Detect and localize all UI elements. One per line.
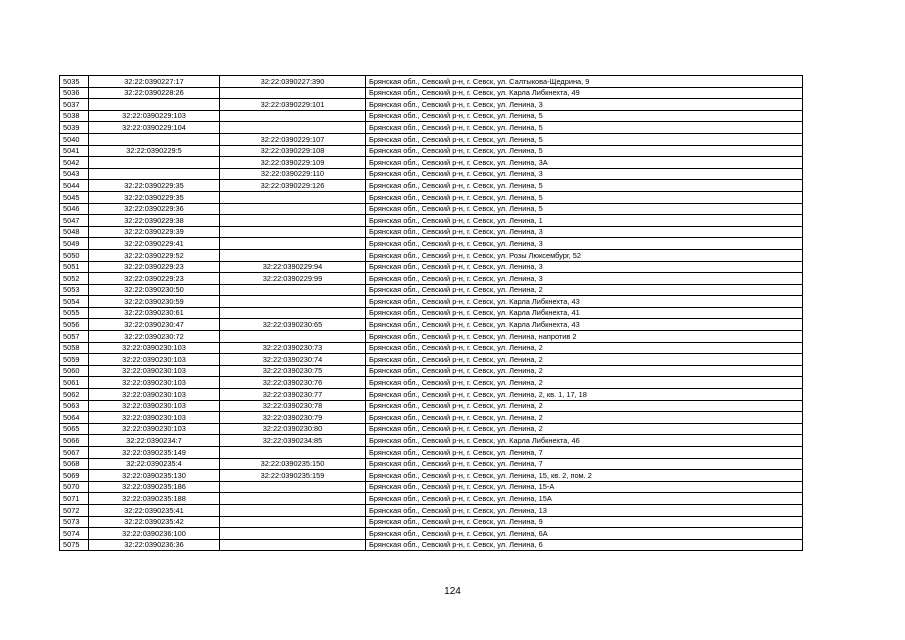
building-cadastral-number-cell [220,215,366,227]
building-cadastral-number-cell [220,504,366,516]
building-cadastral-number-cell: 32:22:0390229:126 [220,180,366,192]
address-cell: Брянская обл., Севский р-н, г. Севск, ул. Ленина, 3 [366,99,803,111]
table-row [60,145,803,157]
table-row [60,133,803,145]
land-cadastral-number-cell: 32:22:0390229:23 [89,273,220,285]
building-cadastral-number-cell: 32:22:0390230:78 [220,400,366,412]
building-cadastral-number-cell: 32:22:0390230:74 [220,354,366,366]
row-number-cell: 5063 [60,400,89,412]
land-cadastral-number-cell [89,133,220,145]
land-cadastral-number-cell: 32:22:0390229:36 [89,203,220,215]
row-number-cell: 5037 [60,99,89,111]
land-cadastral-number-cell: 32:22:0390230:72 [89,331,220,343]
table-row [60,435,803,447]
address-cell: Брянская обл., Севский р-н, г. Севск, ул. Ленина, 5 [366,110,803,122]
address-cell: Брянская обл., Севский р-н, г. Севск, ул. Ленина, 3 [366,238,803,250]
table-row [60,122,803,134]
address-cell: Брянская обл., Севский р-н, г. Севск, ул. Ленина, 3 [366,261,803,273]
row-number-cell: 5075 [60,539,89,551]
row-number-cell: 5039 [60,122,89,134]
row-number-cell: 5038 [60,110,89,122]
building-cadastral-number-cell [220,110,366,122]
land-cadastral-number-cell: 32:22:0390230:61 [89,307,220,319]
table-row [60,191,803,203]
table-row [60,284,803,296]
land-cadastral-number-cell: 32:22:0390228:26 [89,87,220,99]
address-cell: Брянская обл., Севский р-н, г. Севск, ул. Ленина, 2 [366,284,803,296]
land-cadastral-number-cell: 32:22:0390229:23 [89,261,220,273]
land-cadastral-number-cell: 32:22:0390230:103 [89,365,220,377]
table-row [60,238,803,250]
table-row [60,412,803,424]
row-number-cell: 5069 [60,470,89,482]
land-cadastral-number-cell: 32:22:0390235:4 [89,458,220,470]
address-cell: Брянская обл., Севский р-н, г. Севск, ул. Ленина, 3А [366,157,803,169]
row-number-cell: 5053 [60,284,89,296]
address-cell: Брянская обл., Севский р-н, г. Севск, ул. Ленина, 6 [366,539,803,551]
address-cell: Брянская обл., Севский р-н, г. Севск, ул. Карла Либкнехта, 43 [366,319,803,331]
table-row [60,539,803,551]
building-cadastral-number-cell [220,238,366,250]
table-row [60,481,803,493]
building-cadastral-number-cell: 32:22:0390230:77 [220,389,366,401]
row-number-cell: 5071 [60,493,89,505]
table-row [60,447,803,459]
land-cadastral-number-cell: 32:22:0390230:50 [89,284,220,296]
land-cadastral-number-cell: 32:22:0390230:103 [89,400,220,412]
row-number-cell: 5048 [60,226,89,238]
address-cell: Брянская обл., Севский р-н, г. Севск, ул. Ленина, напротив 2 [366,331,803,343]
table-row [60,261,803,273]
address-cell: Брянская обл., Севский р-н, г. Севск, ул. Ленина, 2 [366,412,803,424]
address-cell: Брянская обл., Севский р-н, г. Севск, ул. Карла Либкнехта, 46 [366,435,803,447]
table-row [60,226,803,238]
address-cell: Брянская обл., Севский р-н, г. Севск, ул. Ленина, 2 [366,342,803,354]
row-number-cell: 5058 [60,342,89,354]
building-cadastral-number-cell: 32:22:0390230:80 [220,423,366,435]
building-cadastral-number-cell: 32:22:0390230:73 [220,342,366,354]
address-cell: Брянская обл., Севский р-н, г. Севск, ул. Карла Либкнехта, 49 [366,87,803,99]
row-number-cell: 5064 [60,412,89,424]
table-row [60,354,803,366]
row-number-cell: 5043 [60,168,89,180]
table-row [60,423,803,435]
row-number-cell: 5073 [60,516,89,528]
building-cadastral-number-cell: 32:22:0390229:94 [220,261,366,273]
table-row [60,365,803,377]
table-row [60,87,803,99]
table-row [60,400,803,412]
address-cell: Брянская обл., Севский р-н, г. Севск, ул. Ленина, 1 [366,215,803,227]
table-row [60,342,803,354]
table-row [60,76,803,88]
address-cell: Брянская обл., Севский р-н, г. Севск, ул. Карла Либкнехта, 43 [366,296,803,308]
table-row [60,110,803,122]
table-row [60,493,803,505]
row-number-cell: 5044 [60,180,89,192]
land-cadastral-number-cell: 32:22:0390230:47 [89,319,220,331]
row-number-cell: 5055 [60,307,89,319]
building-cadastral-number-cell [220,528,366,540]
land-cadastral-number-cell [89,157,220,169]
land-cadastral-number-cell: 32:22:0390236:100 [89,528,220,540]
address-cell: Брянская обл., Севский р-н, г. Севск, ул. Ленина, 2 [366,423,803,435]
table-row [60,215,803,227]
row-number-cell: 5067 [60,447,89,459]
address-cell: Брянская обл., Севский р-н, г. Севск, ул. Ленина, 2 [366,354,803,366]
table-row [60,296,803,308]
land-cadastral-number-cell: 32:22:0390236:36 [89,539,220,551]
table-row [60,203,803,215]
table-row [60,157,803,169]
land-cadastral-number-cell: 32:22:0390229:39 [89,226,220,238]
address-cell: Брянская обл., Севский р-н, г. Севск, ул. Ленина, 3 [366,168,803,180]
land-cadastral-number-cell: 32:22:0390227:17 [89,76,220,88]
address-cell: Брянская обл., Севский р-н, г. Севск, ул. Ленина, 15-А [366,481,803,493]
building-cadastral-number-cell [220,447,366,459]
address-cell: Брянская обл., Севский р-н, г. Севск, ул. Ленина, 2, кв. 1, 17, 18 [366,389,803,401]
address-cell: Брянская обл., Севский р-н, г. Севск, ул. Ленина, 5 [366,122,803,134]
table-row [60,273,803,285]
building-cadastral-number-cell: 32:22:0390229:107 [220,133,366,145]
row-number-cell: 5070 [60,481,89,493]
land-cadastral-number-cell: 32:22:0390235:186 [89,481,220,493]
address-cell: Брянская обл., Севский р-н, г. Севск, ул. Ленина, 3 [366,273,803,285]
address-cell: Брянская обл., Севский р-н, г. Севск, ул. Ленина, 13 [366,504,803,516]
row-number-cell: 5046 [60,203,89,215]
land-cadastral-number-cell: 32:22:0390229:35 [89,191,220,203]
building-cadastral-number-cell: 32:22:0390229:99 [220,273,366,285]
building-cadastral-number-cell [220,122,366,134]
address-cell: Брянская обл., Севский р-н, г. Севск, ул. Ленина, 6А [366,528,803,540]
table-row [60,528,803,540]
address-cell: Брянская обл., Севский р-н, г. Севск, ул. Ленина, 15, кв. 2, пом. 2 [366,470,803,482]
row-number-cell: 5059 [60,354,89,366]
land-cadastral-number-cell: 32:22:0390230:103 [89,354,220,366]
row-number-cell: 5049 [60,238,89,250]
building-cadastral-number-cell [220,493,366,505]
row-number-cell: 5036 [60,87,89,99]
address-cell: Брянская обл., Севский р-н, г. Севск, ул. Ленина, 2 [366,377,803,389]
row-number-cell: 5066 [60,435,89,447]
table-row [60,377,803,389]
table-row [60,180,803,192]
row-number-cell: 5072 [60,504,89,516]
building-cadastral-number-cell: 32:22:0390229:109 [220,157,366,169]
land-cadastral-number-cell: 32:22:0390230:103 [89,389,220,401]
land-cadastral-number-cell: 32:22:0390230:59 [89,296,220,308]
building-cadastral-number-cell: 32:22:0390227:390 [220,76,366,88]
land-cadastral-number-cell: 32:22:0390229:5 [89,145,220,157]
address-cell: Брянская обл., Севский р-н, г. Севск, ул. Ленина, 7 [366,447,803,459]
row-number-cell: 5045 [60,191,89,203]
building-cadastral-number-cell [220,284,366,296]
building-cadastral-number-cell: 32:22:0390235:159 [220,470,366,482]
row-number-cell: 5042 [60,157,89,169]
building-cadastral-number-cell: 32:22:0390229:108 [220,145,366,157]
table-row [60,389,803,401]
address-cell: Брянская обл., Севский р-н, г. Севск, ул. Ленина, 5 [366,191,803,203]
row-number-cell: 5035 [60,76,89,88]
row-number-cell: 5041 [60,145,89,157]
page-number: 124 [444,586,461,597]
row-number-cell: 5052 [60,273,89,285]
address-cell: Брянская обл., Севский р-н, г. Севск, ул. Ленина, 5 [366,180,803,192]
table-body [60,76,803,551]
land-cadastral-number-cell: 32:22:0390230:103 [89,412,220,424]
land-cadastral-number-cell: 32:22:0390235:41 [89,504,220,516]
building-cadastral-number-cell: 32:22:0390234:85 [220,435,366,447]
land-cadastral-number-cell: 32:22:0390229:38 [89,215,220,227]
land-cadastral-number-cell: 32:22:0390229:103 [89,110,220,122]
land-cadastral-number-cell: 32:22:0390229:52 [89,249,220,261]
land-cadastral-number-cell: 32:22:0390229:41 [89,238,220,250]
table-row [60,516,803,528]
row-number-cell: 5051 [60,261,89,273]
land-cadastral-number-cell: 32:22:0390234:7 [89,435,220,447]
building-cadastral-number-cell [220,296,366,308]
building-cadastral-number-cell: 32:22:0390229:101 [220,99,366,111]
row-number-cell: 5060 [60,365,89,377]
land-cadastral-number-cell: 32:22:0390235:188 [89,493,220,505]
land-cadastral-number-cell: 32:22:0390230:103 [89,342,220,354]
building-cadastral-number-cell [220,87,366,99]
building-cadastral-number-cell [220,249,366,261]
table-row [60,99,803,111]
row-number-cell: 5050 [60,249,89,261]
land-cadastral-number-cell: 32:22:0390229:35 [89,180,220,192]
land-cadastral-number-cell: 32:22:0390230:103 [89,377,220,389]
table-row [60,307,803,319]
land-cadastral-number-cell: 32:22:0390235:149 [89,447,220,459]
row-number-cell: 5040 [60,133,89,145]
building-cadastral-number-cell [220,191,366,203]
address-cell: Брянская обл., Севский р-н, г. Севск, ул. Карла Либкнехта, 41 [366,307,803,319]
table-row [60,504,803,516]
table-row [60,470,803,482]
building-cadastral-number-cell [220,203,366,215]
table-row [60,458,803,470]
row-number-cell: 5056 [60,319,89,331]
building-cadastral-number-cell: 32:22:0390230:79 [220,412,366,424]
address-cell: Брянская обл., Севский р-н, г. Севск, ул. Ленина, 3 [366,226,803,238]
row-number-cell: 5062 [60,389,89,401]
row-number-cell: 5047 [60,215,89,227]
land-cadastral-number-cell: 32:22:0390229:104 [89,122,220,134]
address-cell: Брянская обл., Севский р-н, г. Севск, ул. Ленина, 15А [366,493,803,505]
building-cadastral-number-cell: 32:22:0390235:150 [220,458,366,470]
building-cadastral-number-cell [220,481,366,493]
land-cadastral-number-cell [89,168,220,180]
table-row [60,331,803,343]
building-cadastral-number-cell [220,539,366,551]
building-cadastral-number-cell [220,516,366,528]
land-cadastral-number-cell: 32:22:0390235:42 [89,516,220,528]
table-row [60,249,803,261]
table-row [60,319,803,331]
row-number-cell: 5057 [60,331,89,343]
building-cadastral-number-cell: 32:22:0390230:75 [220,365,366,377]
land-cadastral-number-cell [89,99,220,111]
building-cadastral-number-cell: 32:22:0390229:110 [220,168,366,180]
row-number-cell: 5074 [60,528,89,540]
address-cell: Брянская обл., Севский р-н, г. Севск, ул. Салтыкова-Щедрина, 9 [366,76,803,88]
address-cell: Брянская обл., Севский р-н, г. Севск, ул. Ленина, 2 [366,365,803,377]
address-cell: Брянская обл., Севский р-н, г. Севск, ул. Ленина, 5 [366,145,803,157]
address-cell: Брянская обл., Севский р-н, г. Севск, ул. Ленина, 5 [366,133,803,145]
row-number-cell: 5068 [60,458,89,470]
land-cadastral-number-cell: 32:22:0390235:130 [89,470,220,482]
registry-table [59,75,803,551]
address-cell: Брянская обл., Севский р-н, г. Севск, ул. Розы Люксембург, 52 [366,249,803,261]
building-cadastral-number-cell: 32:22:0390230:76 [220,377,366,389]
row-number-cell: 5054 [60,296,89,308]
building-cadastral-number-cell: 32:22:0390230:65 [220,319,366,331]
row-number-cell: 5061 [60,377,89,389]
building-cadastral-number-cell [220,226,366,238]
building-cadastral-number-cell [220,331,366,343]
address-cell: Брянская обл., Севский р-н, г. Севск, ул. Ленина, 5 [366,203,803,215]
address-cell: Брянская обл., Севский р-н, г. Севск, ул. Ленина, 2 [366,400,803,412]
address-cell: Брянская обл., Севский р-н, г. Севск, ул. Ленина, 7 [366,458,803,470]
building-cadastral-number-cell [220,307,366,319]
table-row [60,168,803,180]
row-number-cell: 5065 [60,423,89,435]
address-cell: Брянская обл., Севский р-н, г. Севск, ул. Ленина, 9 [366,516,803,528]
land-cadastral-number-cell: 32:22:0390230:103 [89,423,220,435]
